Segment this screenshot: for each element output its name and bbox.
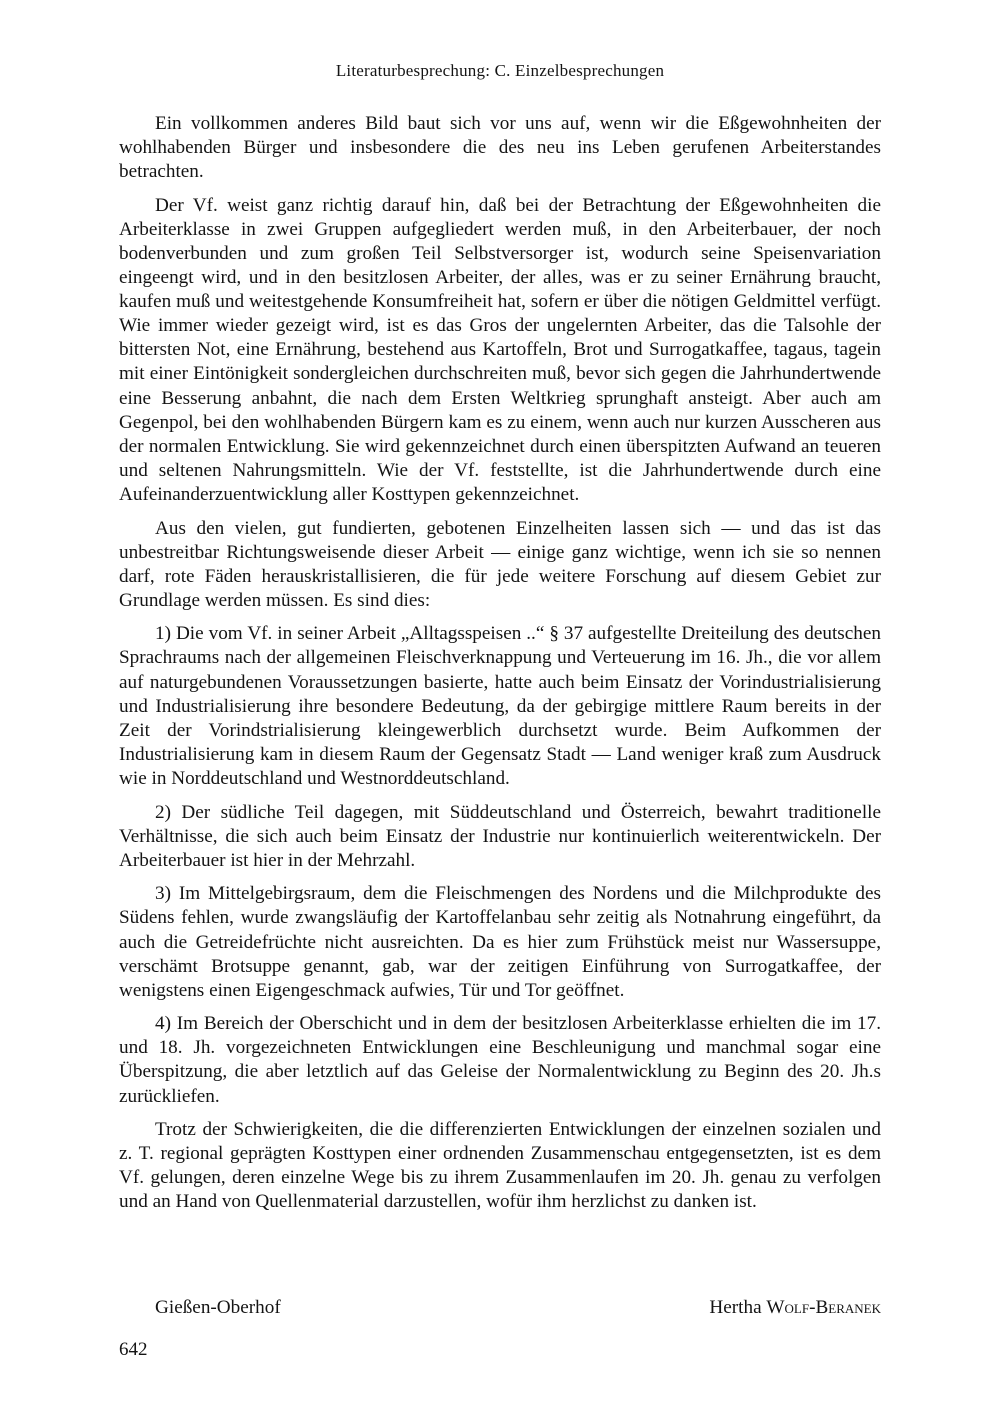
- paragraph-point-2: 2) Der südliche Teil dagegen, mit Süddeutschland und Österreich, bewahrt traditionelle Verhältnisse, die sich auch beim Einsatz der Industrie nur kontinuierlich weiterentwickeln. Der Arbeiterbauer ist hier in der Mehrzahl.: [119, 801, 881, 871]
- paragraph: Aus den vielen, gut fundierten, gebotenen Einzelheiten lassen sich — und das ist das unbestreitbar Richtungsweisende dieser Arbeit — einige ganz wichtige, wenn ich sie so nennen darf, rote Fäden herauskristallisieren, die für jede weitere Forschung auf diesem Gebiet zur Grundlage werden müssen. Es sind dies:: [119, 517, 881, 611]
- paragraph: Der Vf. weist ganz richtig darauf hin, daß bei der Betrachtung der Eßgewohnheiten die Arbeiterklasse in zwei Gruppen aufgegliedert werden muß, in den Arbeiterbauer, der noch bodenverbunden und zum großen Teil Selbstversorger ist, wodurch seine Speisenvariation eingeengt wird, und in den besitzlosen Arbeiter, der alles, was er zu seiner Ernährung braucht, kaufen muß und weitestgehende Konsumfreiheit hat, sofern er über die nötigen Geldmittel verfügt. Wie immer wieder gezeigt wird, ist es das Gros der ungelernten Arbeiter, das die Talsohle der bittersten Not, eine Ernährung, bestehend aus Kartoffeln, Brot und Surrogatkaffee, tagaus, tagein mit einer Eintönigkeit sondergleichen durchschreiten muß, bevor sich gegen die Jahrhundertwende eine Besserung anbahnt, die nach dem Ersten Weltkrieg sprunghaft ansteigt. Aber auch am Gegenpol, bei den wohlhabenden Bürgern kam es zu einem, wenn auch nur kurzen Ausscheren aus der normalen Entwicklung. Sie wird gekennzeichnet durch einen überspitzten Aufwand an teueren und seltenen Nahrungsmitteln. Wie der Vf. feststellte, ist die Jahrhundertwende durch eine Aufeinanderzuentwicklung aller Kosttypen gekennzeichnet.: [119, 194, 881, 505]
- paragraph-point-3: 3) Im Mittelgebirgsraum, dem die Fleischmengen des Nordens und die Milchprodukte des Südens fehlen, wurde zwangsläufig der Kartoffelanbau sehr zeitig als Notnahrung eingeführt, da auch die Getreidefrüchte nicht ausreichten. Da es hier zum Frühstück meist nur Wassersuppe, verschämt Brotsuppe genannt, gab, war der zeitigen Einführung von Surrogatkaffee, der wenigstens einen Eigengeschmack aufwies, Tür und Tor geöffnet.: [119, 883, 881, 1001]
- paragraph-point-1: 1) Die vom Vf. in seiner Arbeit „Alltagsspeisen ..“ § 37 aufgestellte Dreiteilung des deutschen Sprachraums nach der allgemeinen Fleischverknappung und Verteuerung im 16. Jh., die vor allem auf naturgebundenen Voraussetzungen basierte, hatte auch beim Einsatz der Vorindustrialisierung und Industrialisierung ihre besondere Bedeutung, da der gebirgige mittlere Raum bereits in der Zeit der Vorindstrialisierung kleingewerblich durchsetzt wurde. Beim Aufkommen der Industrialisierung kam in diesem Raum der Gegensatz Stadt — Land weniger kraß zum Ausdruck wie in Norddeutschland und Westnorddeutschland.: [119, 623, 881, 789]
- paragraph-point-4: 4) Im Bereich der Oberschicht und in dem der besitzlosen Arbeiterklasse erhielten die im 17. und 18. Jh. vorgezeichneten Entwicklungen eine Beschleunigung und manchmal sogar eine Überspitzung, die aber letztlich auf das Geleise der Normalentwicklung zu Beginn des 20. Jh.s zurückliefen.: [119, 1013, 881, 1107]
- author-given-name: Hertha: [709, 1297, 762, 1318]
- paragraph: Ein vollkommen anderes Bild baut sich vor uns auf, wenn wir die Eßgewohnheiten der wohlhabenden Bürger und insbesondere die des neu ins Leben gerufenen Arbeiterstandes betrachten.: [119, 113, 881, 183]
- review-body: [119, 112, 881, 1224]
- running-head: Literaturbesprechung: C. Einzelbesprechungen: [335, 61, 665, 80]
- closing-paragraph: Trotz der Schwierigkeiten, die die differenzierten Entwicklungen der einzelnen sozialen und z. T. regional geprägten Kosttypen einer ordnenden Zusammenschau entgegensetzten, ist es dem Vf. gelungen, deren einzelne Wege bis zu ihrem Zusammenlaufen im 20. Jh. genau zu verfolgen und an Hand von Quellenmaterial darzustellen, wofür ihm herzlichst zu danken ist.: [119, 1119, 881, 1213]
- author-family-name: Wolf-Beranek: [766, 1297, 881, 1318]
- page-number: 642: [119, 1339, 148, 1360]
- signature-place: Gießen-Oberhof: [155, 1297, 281, 1318]
- signature-author: [709, 1296, 881, 1320]
